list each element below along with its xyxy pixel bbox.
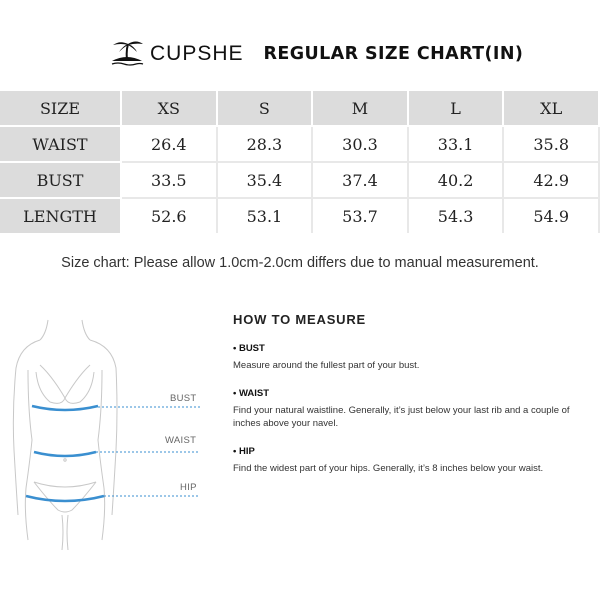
row-header: LENGTH bbox=[0, 199, 122, 233]
table-header-row bbox=[0, 91, 600, 127]
hip-label: HIP bbox=[180, 482, 197, 493]
measurement-note: Size chart: Please allow 1.0cm-2.0cm differs due to manual measurement. bbox=[61, 255, 539, 271]
table-cell: 33.1 bbox=[409, 127, 505, 163]
table-cell: 35.4 bbox=[218, 163, 314, 199]
column-header: XS bbox=[122, 91, 218, 127]
column-header: S bbox=[218, 91, 314, 127]
brand-name: CUPSHE bbox=[150, 42, 244, 65]
table-row bbox=[0, 199, 600, 233]
column-header: M bbox=[313, 91, 409, 127]
palm-tree-island-icon bbox=[108, 37, 146, 72]
table-cell: 53.7 bbox=[313, 199, 409, 233]
measure-item-desc: Measure around the fullest part of your bust. bbox=[233, 360, 420, 371]
table-row bbox=[0, 163, 600, 199]
table-row bbox=[0, 127, 600, 163]
table-cell: 28.3 bbox=[218, 127, 314, 163]
chart-title: REGULAR SIZE CHART(IN) bbox=[263, 44, 524, 64]
table-cell: 37.4 bbox=[313, 163, 409, 199]
table-cell: 54.3 bbox=[409, 199, 505, 233]
waist-label: WAIST bbox=[165, 435, 197, 446]
column-header: L bbox=[409, 91, 505, 127]
measure-item-hip bbox=[233, 446, 598, 475]
brand bbox=[108, 37, 244, 72]
measure-item-title: • HIP bbox=[233, 446, 255, 457]
table-cell: 30.3 bbox=[313, 127, 409, 163]
measure-item-desc: Find the widest part of your hips. Generally, it’s 8 inches below your waist. bbox=[233, 463, 544, 474]
header bbox=[108, 34, 523, 74]
body-measure-figure bbox=[0, 310, 210, 570]
measure-item-bust bbox=[233, 343, 598, 372]
table-cell: 26.4 bbox=[122, 127, 218, 163]
table-cell: 42.9 bbox=[504, 163, 600, 199]
column-header: XL bbox=[504, 91, 600, 127]
table-cell: 35.8 bbox=[504, 127, 600, 163]
row-header: WAIST bbox=[0, 127, 122, 163]
measure-item-title: • WAIST bbox=[233, 388, 270, 399]
table-cell: 54.9 bbox=[504, 199, 600, 233]
table-cell: 33.5 bbox=[122, 163, 218, 199]
table-cell: 40.2 bbox=[409, 163, 505, 199]
table-cell: 53.1 bbox=[218, 199, 314, 233]
how-to-measure-title: HOW TO MEASURE bbox=[233, 312, 367, 327]
measuring-tape-lines bbox=[26, 406, 200, 501]
measure-item-waist bbox=[233, 388, 598, 430]
table-cell: 52.6 bbox=[122, 199, 218, 233]
bust-label: BUST bbox=[170, 393, 197, 404]
column-header: SIZE bbox=[0, 91, 122, 127]
how-to-measure bbox=[233, 312, 598, 491]
row-header: BUST bbox=[0, 163, 122, 199]
measure-item-desc: Find your natural waistline. Generally, it’s just below your last rib and a couple of inches above your navel. bbox=[233, 405, 570, 429]
size-chart-table bbox=[0, 91, 600, 233]
measure-item-title: • BUST bbox=[233, 343, 265, 354]
